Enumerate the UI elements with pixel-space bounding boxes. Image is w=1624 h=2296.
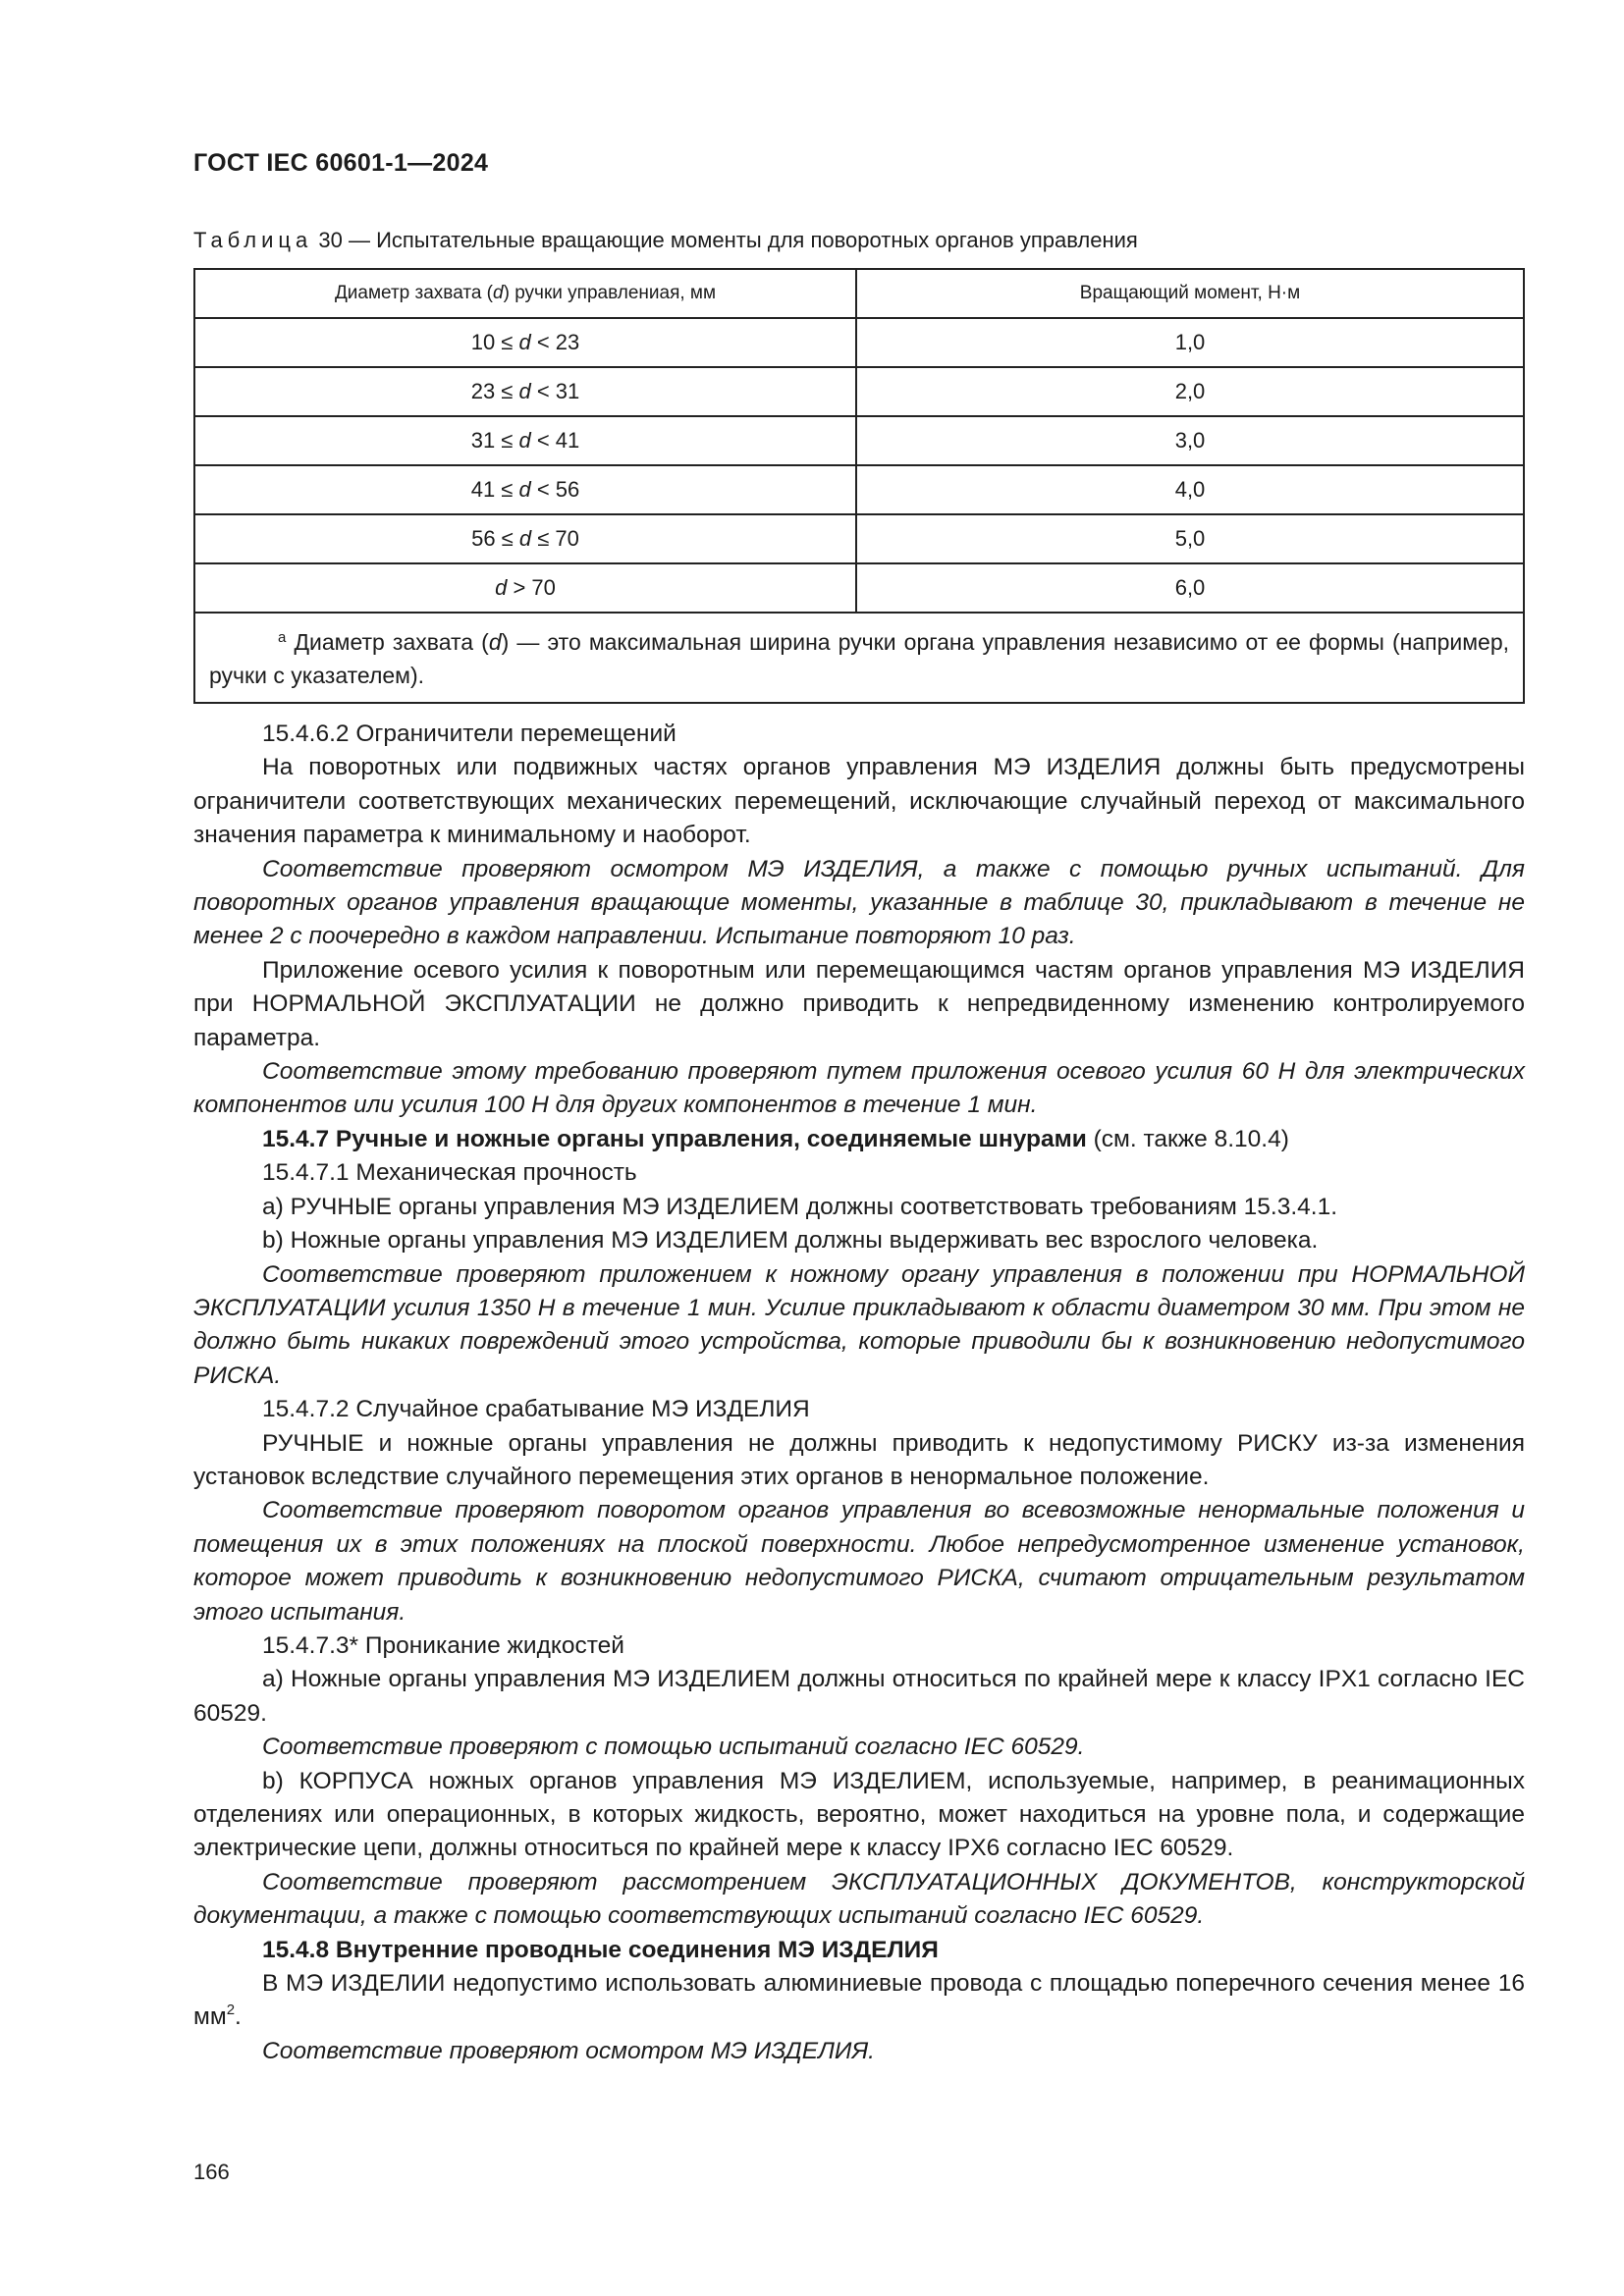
- document-header: ГОСТ IEC 60601-1—2024: [193, 149, 489, 177]
- diameter-cell: 56 ≤ d ≤ 70: [194, 514, 856, 563]
- diameter-cell: 10 ≤ d < 23: [194, 318, 856, 367]
- table-footnote-row: [194, 613, 1524, 703]
- paragraph: Приложение осевого усилия к поворотным или перемещающимся частям органов управления МЭ ИЗДЕЛИЯ при НОРМАЛЬНОЙ ЭКСПЛУАТАЦИИ не должно приводить к непредвиденному изменению контролируемого параметра.: [193, 956, 1525, 1051]
- body-text: [193, 718, 1525, 2068]
- compliance-paragraph: Соответствие проверяют осмотром МЭ ИЗДЕЛИЯ.: [262, 2037, 875, 2064]
- diameter-cell: 41 ≤ d < 56: [194, 465, 856, 514]
- section-heading-bold: 15.4.7 Ручные и ножные органы управления, соединяемые шнурами: [262, 1125, 1087, 1152]
- paragraph: РУЧНЫЕ и ножные органы управления не должны приводить к недопустимому РИСКУ из-за изменения установок вследствие случайного перемещения этих органов в ненормальное положение.: [193, 1429, 1525, 1490]
- column-header-diameter: Диаметр захвата (d) ручки управлениая, мм: [194, 269, 856, 318]
- compliance-paragraph: Соответствие проверяют приложением к ножному органу управления в положении при НОРМАЛЬНОЙ ЭКСПЛУАТАЦИИ усилия 1350 Н в течение 1 мин. Усилие прикладывают к области диаметром 30 мм. При этом не должно быть никаких повреждений этого устройства, которые приводили бы к возникновению недопустимого РИСКА.: [193, 1260, 1525, 1389]
- footnote-marker: a: [278, 629, 287, 646]
- diameter-cell: d > 70: [194, 563, 856, 613]
- compliance-paragraph: Соответствие проверяют осмотром МЭ ИЗДЕЛИЯ, а также с помощью ручных испытаний. Для поворотных органов управления вращающие моменты, указанные в таблице 30, прикладывают в течение не менее 2 с поочередно в каждом направлении. Испытание повторяют 10 раз.: [193, 855, 1525, 950]
- page-number: 166: [193, 2160, 230, 2184]
- table-row: [194, 318, 1524, 367]
- compliance-paragraph: Соответствие этому требованию проверяют путем приложения осевого усилия 60 Н для электрических компонентов или усилия 100 Н для других компонентов в течение 1 мин.: [193, 1058, 1525, 1119]
- section-heading: 15.4.8 Внутренние проводные соединения МЭ ИЗДЕЛИЯ: [262, 1936, 939, 1963]
- list-item: b) КОРПУСА ножных органов управления МЭ ИЗДЕЛИЕМ, используемые, например, в реанимационных отделениях или операционных, в которых жидкость, вероятно, может находиться на уровне пола, и содержащие электрические цепи, должны относиться по крайней мере к классу IPX6 согласно IEC 60529.: [193, 1767, 1525, 1862]
- diameter-cell: 31 ≤ d < 41: [194, 416, 856, 465]
- torque-cell: 2,0: [856, 367, 1524, 416]
- paragraph: В МЭ ИЗДЕЛИИ недопустимо использовать алюминиевые провода с площадью поперечного сечения менее 16 $мм^2$.: [193, 1970, 1525, 2031]
- table-caption-label: Таблица: [193, 228, 313, 252]
- clause-heading: 15.4.7.2 Случайное срабатывание МЭ ИЗДЕЛИЯ: [262, 1396, 810, 1423]
- column-header-torque: Вращающий момент, Н·м: [856, 269, 1524, 318]
- table-caption-title: 30 — Испытательные вращающие моменты для поворотных органов управления: [318, 228, 1138, 252]
- table-footnote: $^a$ Диаметр захвата (d) — это максимальная ширина ручки органа управления независимо от ее формы (например, ручки с указателем).: [194, 613, 1524, 703]
- table-row: [194, 563, 1524, 613]
- table-row: [194, 465, 1524, 514]
- torque-cell: 5,0: [856, 514, 1524, 563]
- compliance-paragraph: Соответствие проверяют с помощью испытаний согласно IEC 60529.: [262, 1734, 1085, 1761]
- list-item: b) Ножные органы управления МЭ ИЗДЕЛИЕМ должны выдерживать вес взрослого человека.: [262, 1227, 1319, 1255]
- torque-cell: 3,0: [856, 416, 1524, 465]
- torque-table: [193, 268, 1525, 704]
- list-item: a) Ножные органы управления МЭ ИЗДЕЛИЕМ должны относиться по крайней мере к классу IPX1 согласно IEC 60529.: [193, 1666, 1526, 1727]
- compliance-paragraph: Соответствие проверяют поворотом органов управления во всевозможные ненормальные положения и помещения их в этих положениях на плоской поверхности. Любое непредусмотренное изменение установок, которое может приводить к возникновению недопустимого РИСКА, считают отрицательным результатом этого испытания.: [193, 1497, 1525, 1626]
- compliance-paragraph: Соответствие проверяют рассмотрением ЭКСПЛУАТАЦИОННЫХ ДОКУМЕНТОВ, конструкторской документации, а также с помощью соответствующих испытаний согласно IEC 60529.: [193, 1868, 1525, 1930]
- table-caption: [193, 228, 1138, 253]
- diameter-cell: 23 ≤ d < 31: [194, 367, 856, 416]
- torque-cell: 4,0: [856, 465, 1524, 514]
- section-heading: [193, 1123, 1525, 1156]
- section-heading-reference: (см. также 8.10.4): [1086, 1125, 1289, 1152]
- table-header-row: [194, 269, 1524, 318]
- clause-heading: 15.4.7.3* Проникание жидкостей: [262, 1631, 624, 1659]
- table-row: [194, 367, 1524, 416]
- torque-cell: 1,0: [856, 318, 1524, 367]
- clause-heading: 15.4.7.1 Механическая прочность: [262, 1159, 637, 1187]
- table-row: [194, 514, 1524, 563]
- table-row: [194, 416, 1524, 465]
- torque-cell: 6,0: [856, 563, 1524, 613]
- clause-heading: 15.4.6.2 Ограничители перемещений: [262, 721, 677, 747]
- paragraph: На поворотных или подвижных частях органов управления МЭ ИЗДЕЛИЯ должны быть предусмотрены ограничители соответствующих механических перемещений, исключающие случайный переход от максимального значения параметра к минимальному и наоборот.: [193, 754, 1525, 849]
- list-item: a) РУЧНЫЕ органы управления МЭ ИЗДЕЛИЕМ должны соответствовать требованиям 15.3.4.1.: [262, 1193, 1338, 1220]
